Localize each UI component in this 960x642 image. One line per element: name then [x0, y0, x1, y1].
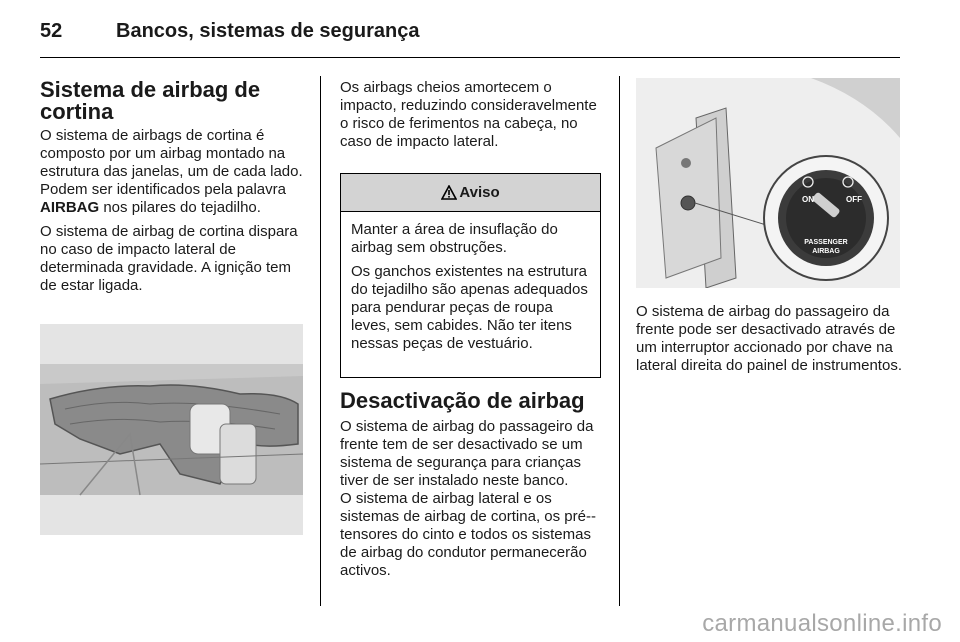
- middle-column-intro: [340, 79, 602, 157]
- text: nos pilares do tejadilho.: [99, 199, 261, 216]
- airbag-switch-illustration: [636, 78, 900, 288]
- paragraph: Os airbags cheios amortecem o impacto, reduzindo consideravelmente o risco de ferimentos na cabeça, no caso de impacto lateral.: [340, 79, 597, 150]
- left-column: [40, 79, 306, 301]
- warning-header: [341, 174, 600, 212]
- warning-triangle-icon: [441, 185, 457, 200]
- curtain-airbag-illustration: [40, 324, 303, 535]
- page-header: [40, 18, 900, 58]
- warning-text: Os ganchos existentes na estrutura do tejadilho são apenas adequados para pendurar peças de roupa leves, sem cabides. Não ter itens nessas peças de vestuário.: [351, 263, 588, 352]
- warning-text: Manter a área de insuflação do airbag sem obstruções.: [351, 221, 558, 256]
- running-head: Bancos, sistemas de segurança: [116, 20, 420, 42]
- switch-airbag-label: AIRBAG: [812, 248, 840, 255]
- page-number: 52: [40, 20, 63, 42]
- switch-off-label: OFF: [846, 195, 862, 204]
- text: O sistema de airbags de cortina é composto por um airbag montado na estrutura das janelas, um de cada lado. Podem ser identificados pela palavra: [40, 127, 303, 198]
- warning-body: [341, 212, 600, 353]
- paragraph: O sistema de airbag de cortina dispara no caso de impacto lateral de determinada gravidade. A ignição tem de estar ligada.: [40, 223, 298, 294]
- switch-passenger-label: PASSENGER: [804, 239, 848, 246]
- warning-box: [340, 173, 601, 378]
- middle-column-deactivation: [340, 390, 602, 586]
- column-divider-2: [619, 76, 620, 606]
- warning-title: Aviso: [459, 184, 500, 201]
- watermark: carmanualsonline.info: [702, 610, 942, 637]
- column-divider-1: [320, 76, 321, 606]
- paragraph: O sistema de airbag lateral e os sistemas de airbag de cortina, os pré--tensores do cinto e todos os sistemas de airbag do condutor permanecerão activos.: [340, 490, 596, 579]
- section-heading-curtain-airbag: Sistema de airbag de cortina: [40, 77, 261, 124]
- switch-on-label: ON: [802, 195, 814, 204]
- right-column-caption: [636, 303, 904, 381]
- figure-caption: O sistema de airbag do passageiro da frente pode ser desactivado através de um interruptor accionado por chave na lateral direita do painel de instrumentos.: [636, 303, 902, 374]
- section-heading-deactivation: Desactivação de airbag: [340, 388, 585, 413]
- paragraph: O sistema de airbag do passageiro da frente tem de ser desactivado se um sistema de segurança para crianças tiver de ser instalado neste banco.: [340, 418, 594, 489]
- airbag-switch-drawing: [636, 78, 900, 288]
- airbag-label: AIRBAG: [40, 199, 100, 216]
- paragraph: [40, 127, 306, 217]
- curtain-airbag-drawing: [40, 324, 303, 535]
